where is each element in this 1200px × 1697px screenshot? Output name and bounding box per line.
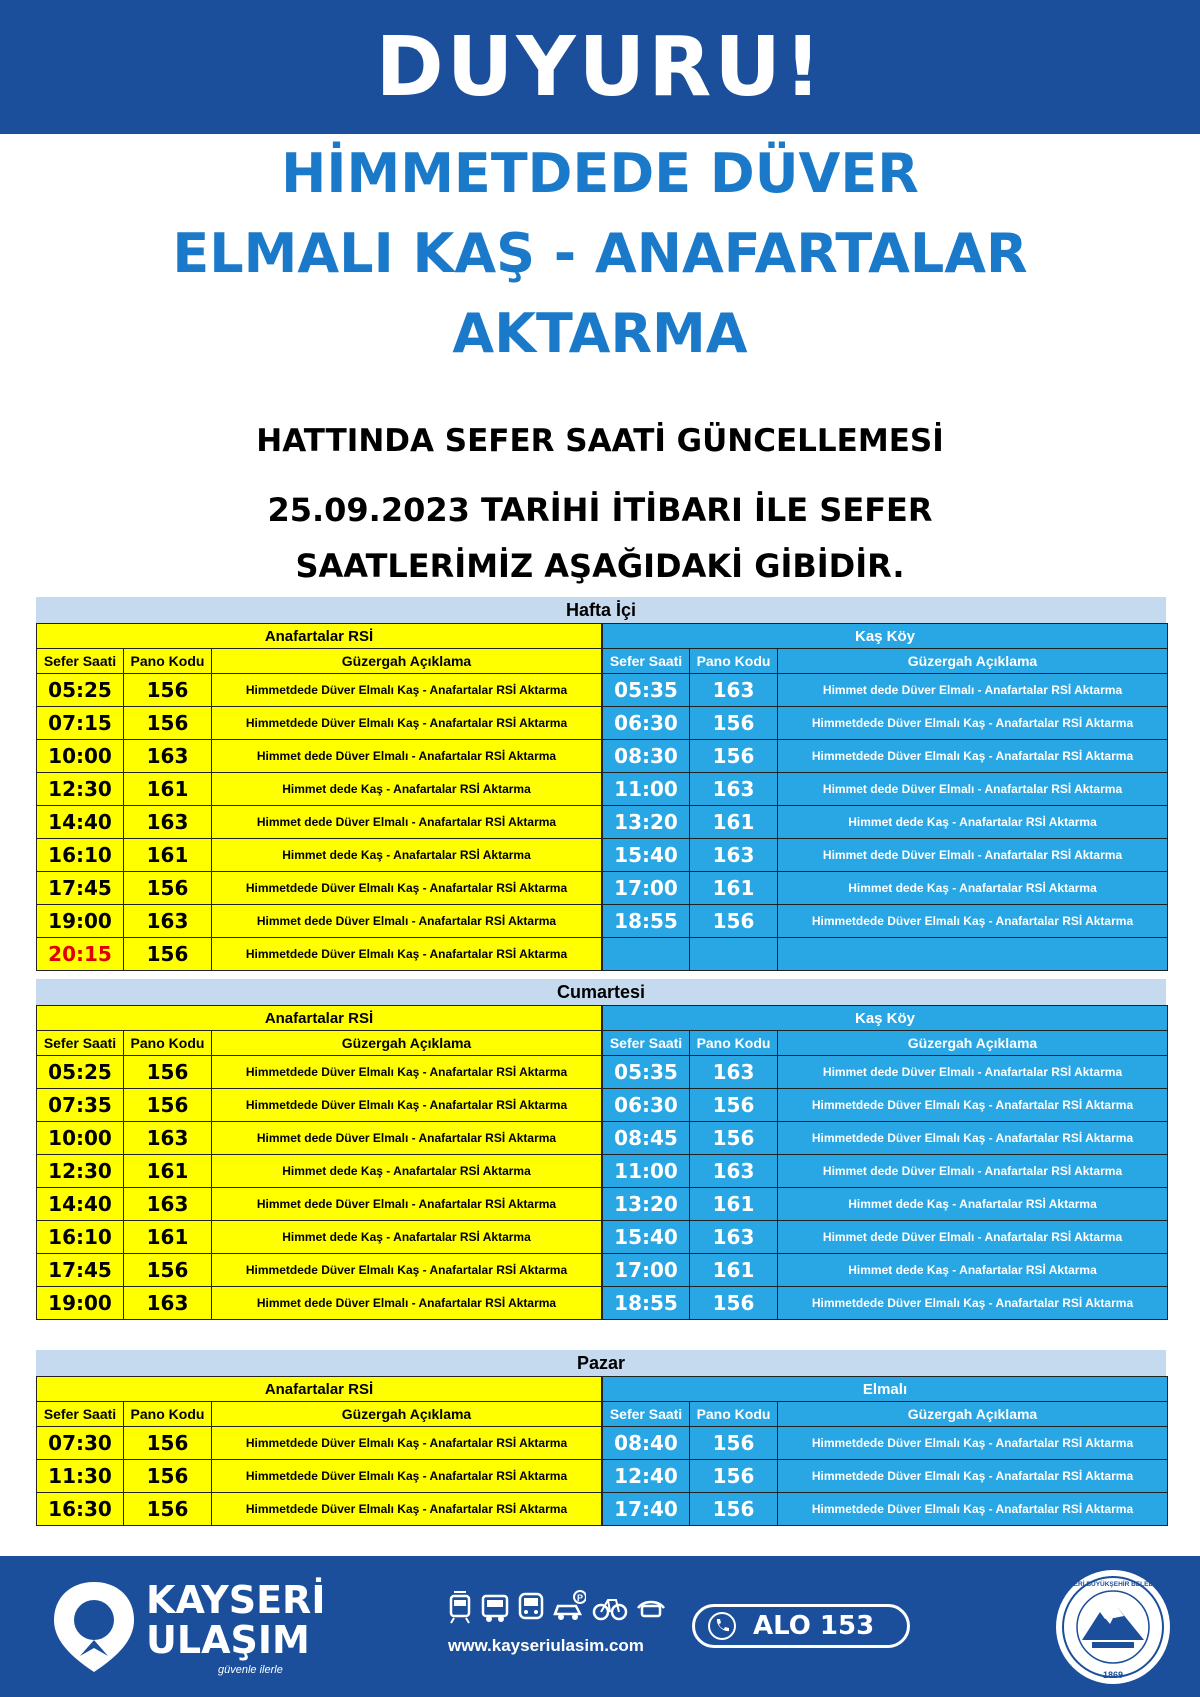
column-header-route: Güzergah Açıklama [212,1031,602,1056]
column-header-route: Güzergah Açıklama [212,1402,602,1427]
brand-slogan: güvenle ilerle [218,1664,283,1676]
route-description: Himmet dede Kaş - Anafartalar RSİ Aktarma [212,773,602,806]
right-direction-table [602,1376,1168,1526]
route-description: Himmet dede Kaş - Anafartalar RSİ Aktarma [778,806,1168,839]
table-row [603,1056,1168,1089]
route-code: 156 [690,707,778,740]
table-row [603,806,1168,839]
route-description: Himmet dede Düver Elmalı - Anafartalar RSİ Aktarma [212,905,602,938]
table-row [603,707,1168,740]
route-description: Himmetdede Düver Elmalı Kaş - Anafartalar RSİ Aktarma [212,1056,602,1089]
departure-time: 17:40 [603,1493,690,1526]
table-row [603,1122,1168,1155]
route-code: 161 [690,806,778,839]
route-description: Himmet dede Kaş - Anafartalar RSİ Aktarma [212,1155,602,1188]
route-code: 161 [690,1188,778,1221]
direction-name: Anafartalar RSİ [37,1377,602,1402]
route-code: 156 [690,905,778,938]
departure-time: 08:45 [603,1122,690,1155]
route-description: Himmet dede Kaş - Anafartalar RSİ Aktarma [778,872,1168,905]
departure-time: 12:30 [37,773,124,806]
route-code: 163 [690,674,778,707]
direction-name: Anafartalar RSİ [37,624,602,649]
car-parking-icon [552,1590,586,1624]
effective-date-line2: SAATLERİMİZ AŞAĞIDAKİ GİBİDİR. [295,547,905,585]
route-code: 156 [124,1254,212,1287]
tram-icon [446,1590,474,1624]
route-code: 161 [690,1254,778,1287]
route-description: Himmet dede Kaş - Anafartalar RSİ Aktarma [212,1221,602,1254]
departure-time: 17:45 [37,872,124,905]
departure-time: 17:00 [603,872,690,905]
departure-time: 07:35 [37,1089,124,1122]
brand-name-line2: ULAŞIM [146,1618,310,1662]
table-row [603,839,1168,872]
departure-time: 18:55 [603,1287,690,1320]
route-title-line2: ELMALI KAŞ - ANAFARTALAR [172,222,1028,285]
route-code: 156 [690,1460,778,1493]
route-description: Himmet dede Düver Elmalı - Anafartalar RSİ Aktarma [212,740,602,773]
svg-text:P: P [577,1593,584,1603]
route-code: 156 [124,1427,212,1460]
departure-time [603,938,690,971]
footer [0,1556,1200,1697]
route-description: Himmetdede Düver Elmalı Kaş - Anafartalar RSİ Aktarma [212,1460,602,1493]
table-row [37,1287,602,1320]
departure-time: 08:40 [603,1427,690,1460]
table-row [37,707,602,740]
brand-name-line1: KAYSERİ [146,1578,326,1622]
direction-name: Kaş Köy [603,624,1168,649]
route-description: Himmetdede Düver Elmalı Kaş - Anafartalar RSİ Aktarma [778,1460,1168,1493]
departure-time: 12:30 [37,1155,124,1188]
column-header-code: Pano Kodu [690,649,778,674]
route-code: 156 [124,1493,212,1526]
municipality-seal-icon [1052,1568,1174,1686]
departure-time: 11:00 [603,773,690,806]
route-code: 161 [124,773,212,806]
right-direction-table [602,623,1168,971]
route-code: 161 [690,872,778,905]
route-code: 156 [124,938,212,971]
table-row [37,806,602,839]
route-code: 163 [690,1155,778,1188]
table-row [37,1493,602,1526]
route-description: Himmet dede Düver Elmalı - Anafartalar RSİ Aktarma [778,1056,1168,1089]
bus-icon [480,1590,510,1624]
route-description: Himmetdede Düver Elmalı Kaş - Anafartalar RSİ Aktarma [212,1493,602,1526]
timetable-section [36,597,1166,971]
table-row [603,1188,1168,1221]
route-description: Himmetdede Düver Elmalı Kaş - Anafartalar RSİ Aktarma [778,1287,1168,1320]
route-code: 156 [124,674,212,707]
departure-time: 13:20 [603,1188,690,1221]
departure-time: 07:15 [37,707,124,740]
left-direction-table [36,1376,602,1526]
route-description: Himmetdede Düver Elmalı Kaş - Anafartalar RSİ Aktarma [212,1254,602,1287]
route-code: 161 [124,839,212,872]
route-description: Himmet dede Düver Elmalı - Anafartalar RSİ Aktarma [212,1122,602,1155]
column-header-time: Sefer Saati [37,1031,124,1056]
route-code: 156 [690,1089,778,1122]
route-description: Himmet dede Düver Elmalı - Anafartalar RSİ Aktarma [212,806,602,839]
route-description: Himmet dede Düver Elmalı - Anafartalar RSİ Aktarma [778,839,1168,872]
table-row [37,740,602,773]
departure-time: 05:35 [603,1056,690,1089]
route-description: Himmet dede Kaş - Anafartalar RSİ Aktarma [778,1254,1168,1287]
route-description: Himmet dede Düver Elmalı - Anafartalar RSİ Aktarma [778,1155,1168,1188]
table-row [37,938,602,971]
departure-time: 18:55 [603,905,690,938]
table-row [603,1493,1168,1526]
route-description: Himmet dede Kaş - Anafartalar RSİ Aktarma [778,1188,1168,1221]
route-code: 163 [124,1287,212,1320]
announcement-title: DUYURU! [375,19,825,115]
departure-time: 07:30 [37,1427,124,1460]
departure-time: 05:35 [603,674,690,707]
route-code: 163 [124,740,212,773]
route-description: Himmetdede Düver Elmalı Kaş - Anafartalar RSİ Aktarma [778,1122,1168,1155]
day-header: Hafta İçi [36,597,1166,623]
route-code: 163 [124,905,212,938]
route-description: Himmetdede Düver Elmalı Kaş - Anafartalar RSİ Aktarma [212,674,602,707]
route-description: Himmetdede Düver Elmalı Kaş - Anafartalar RSİ Aktarma [778,1493,1168,1526]
table-row [37,905,602,938]
route-code: 156 [690,1287,778,1320]
table-row [603,773,1168,806]
departure-time: 13:20 [603,806,690,839]
timetable-section [36,1350,1166,1526]
route-description: Himmetdede Düver Elmalı Kaş - Anafartalar RSİ Aktarma [778,1427,1168,1460]
departure-time: 19:00 [37,905,124,938]
column-header-code: Pano Kodu [124,649,212,674]
left-direction-table [36,1005,602,1320]
route-code: 156 [124,1089,212,1122]
route-code: 163 [124,806,212,839]
direction-name: Elmalı [603,1377,1168,1402]
route-description: Himmetdede Düver Elmalı Kaş - Anafartalar RSİ Aktarma [212,938,602,971]
route-code: 163 [690,839,778,872]
column-header-code: Pano Kodu [690,1031,778,1056]
table-row [603,1221,1168,1254]
hotline-badge[interactable] [692,1604,910,1648]
route-code: 156 [124,707,212,740]
route-description: Himmetdede Düver Elmalı Kaş - Anafartalar RSİ Aktarma [778,905,1168,938]
table-row [603,905,1168,938]
route-code: 156 [124,1056,212,1089]
route-code: 156 [690,1493,778,1526]
seal-year: 1869 [1102,1670,1124,1680]
bicycle-icon [592,1590,628,1624]
departure-time: 11:30 [37,1460,124,1493]
route-code: 156 [124,872,212,905]
table-row [37,1427,602,1460]
route-code: 156 [690,1427,778,1460]
route-description: Himmet dede Düver Elmalı - Anafartalar RSİ Aktarma [778,1221,1168,1254]
timetable-section [36,979,1166,1320]
departure-time: 05:25 [37,1056,124,1089]
column-header-route: Güzergah Açıklama [212,649,602,674]
departure-time: 16:10 [37,1221,124,1254]
day-header: Pazar [36,1350,1166,1376]
departure-time: 10:00 [37,740,124,773]
card-icon [634,1590,668,1624]
column-header-route: Güzergah Açıklama [778,649,1168,674]
table-row [603,740,1168,773]
route-code: 161 [124,1155,212,1188]
table-row [37,1460,602,1493]
departure-time: 08:30 [603,740,690,773]
route-description: Himmetdede Düver Elmalı Kaş - Anafartalar RSİ Aktarma [212,872,602,905]
route-description: Himmetdede Düver Elmalı Kaş - Anafartalar RSİ Aktarma [212,707,602,740]
table-row [603,1287,1168,1320]
departure-time: 16:10 [37,839,124,872]
kayseri-ulasim-logo-icon [48,1578,140,1676]
column-header-time: Sefer Saati [603,1402,690,1427]
right-direction-table [602,1005,1168,1320]
table-row [37,1221,602,1254]
direction-name: Anafartalar RSİ [37,1006,602,1031]
column-header-code: Pano Kodu [124,1031,212,1056]
route-description: Himmetdede Düver Elmalı Kaş - Anafartalar RSİ Aktarma [778,740,1168,773]
table-row [37,1188,602,1221]
route-description: Himmetdede Düver Elmalı Kaş - Anafartalar RSİ Aktarma [212,1089,602,1122]
departure-time: 06:30 [603,707,690,740]
table-row [37,674,602,707]
table-row [37,773,602,806]
table-row [603,938,1168,971]
route-code: 156 [690,1122,778,1155]
seal-text: KAYSERİ BÜYÜKŞEHİR BELEDİYESİ [1056,1581,1170,1588]
route-description: Himmet dede Düver Elmalı - Anafartalar RSİ Aktarma [212,1287,602,1320]
route-description: Himmet dede Düver Elmalı - Anafartalar RSİ Aktarma [778,773,1168,806]
departure-time: 20:15 [37,938,124,971]
route-description: Himmetdede Düver Elmalı Kaş - Anafartalar RSİ Aktarma [212,1427,602,1460]
departure-time: 17:45 [37,1254,124,1287]
route-code: 163 [690,1056,778,1089]
departure-time: 06:30 [603,1089,690,1122]
table-row [37,1254,602,1287]
departure-time: 17:00 [603,1254,690,1287]
route-description: Himmetdede Düver Elmalı Kaş - Anafartalar RSİ Aktarma [778,1089,1168,1122]
left-direction-table [36,623,602,971]
phone-icon [707,1611,737,1641]
table-row [603,674,1168,707]
table-row [603,1254,1168,1287]
column-header-code: Pano Kodu [690,1402,778,1427]
departure-time: 10:00 [37,1122,124,1155]
route-code: 156 [690,740,778,773]
departure-time: 14:40 [37,1188,124,1221]
column-header-code: Pano Kodu [124,1402,212,1427]
table-row [37,839,602,872]
table-row [37,872,602,905]
hotline-number: ALO 153 [753,1611,875,1641]
route-code: 163 [690,773,778,806]
table-row [37,1056,602,1089]
route-code: 163 [124,1188,212,1221]
route-code: 163 [690,1221,778,1254]
column-header-time: Sefer Saati [603,649,690,674]
website-link[interactable]: www.kayseriulasim.com [448,1636,644,1655]
column-header-time: Sefer Saati [603,1031,690,1056]
departure-time: 05:25 [37,674,124,707]
departure-time: 12:40 [603,1460,690,1493]
announcement-banner [0,0,1200,134]
table-row [603,872,1168,905]
day-header: Cumartesi [36,979,1166,1005]
column-header-time: Sefer Saati [37,649,124,674]
departure-time: 15:40 [603,839,690,872]
column-header-route: Güzergah Açıklama [778,1031,1168,1056]
table-row [37,1155,602,1188]
route-code [690,938,778,971]
route-code: 161 [124,1221,212,1254]
column-header-route: Güzergah Açıklama [778,1402,1168,1427]
bus-front-icon [516,1590,546,1624]
table-row [37,1122,602,1155]
table-row [603,1427,1168,1460]
table-row [37,1089,602,1122]
route-description: Himmet dede Kaş - Anafartalar RSİ Aktarma [212,839,602,872]
departure-time: 14:40 [37,806,124,839]
route-description [778,938,1168,971]
departure-time: 15:40 [603,1221,690,1254]
route-description: Himmet dede Düver Elmalı - Anafartalar RSİ Aktarma [212,1188,602,1221]
route-code: 163 [124,1122,212,1155]
departure-time: 16:30 [37,1493,124,1526]
route-description: Himmetdede Düver Elmalı Kaş - Anafartalar RSİ Aktarma [778,707,1168,740]
transport-icons [446,1590,668,1624]
route-code: 156 [124,1460,212,1493]
table-row [603,1089,1168,1122]
table-row [603,1155,1168,1188]
direction-name: Kaş Köy [603,1006,1168,1031]
table-row [603,1460,1168,1493]
departure-time: 19:00 [37,1287,124,1320]
route-description: Himmet dede Düver Elmalı - Anafartalar RSİ Aktarma [778,674,1168,707]
effective-date-line1: 25.09.2023 TARİHİ İTİBARI İLE SEFER [267,491,933,529]
column-header-time: Sefer Saati [37,1402,124,1427]
update-subtitle: HATTINDA SEFER SAATİ GÜNCELLEMESİ [256,423,944,459]
route-title-line1: HİMMETDEDE DÜVER [281,142,919,205]
departure-time: 11:00 [603,1155,690,1188]
route-title-line3: AKTARMA [452,302,748,365]
